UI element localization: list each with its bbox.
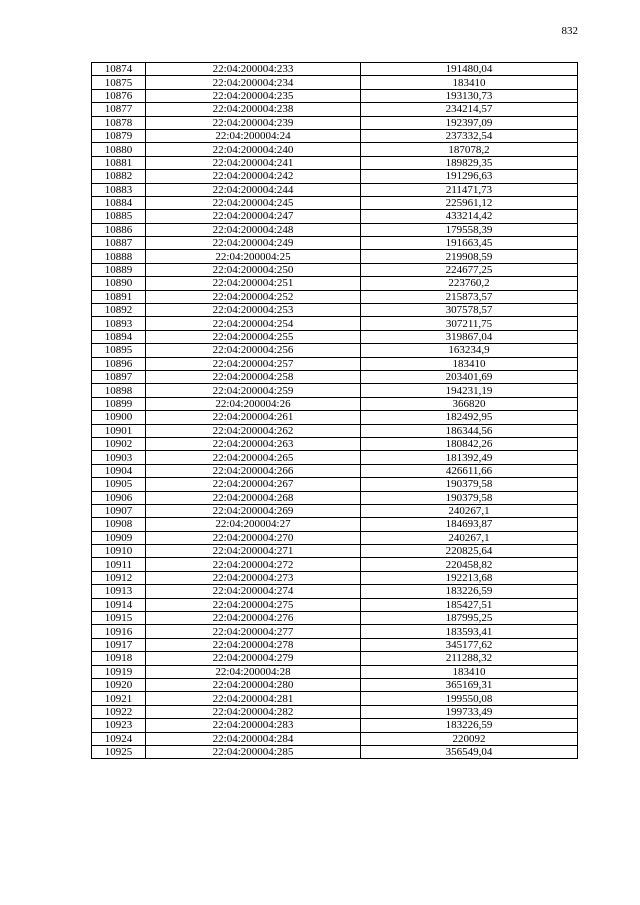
row-number-cell: 10901: [92, 424, 146, 437]
value-cell: 234214,57: [361, 103, 578, 116]
cadastral-number-cell: 22:04:200004:282: [146, 705, 361, 718]
cadastral-number-cell: 22:04:200004:273: [146, 571, 361, 584]
table-row: [92, 129, 578, 142]
cadastral-number-cell: 22:04:200004:277: [146, 625, 361, 638]
table-row: [92, 357, 578, 370]
cadastral-number-cell: 22:04:200004:262: [146, 424, 361, 437]
table-row: [92, 437, 578, 450]
row-number-cell: 10924: [92, 732, 146, 745]
value-cell: 183226,59: [361, 585, 578, 598]
cadastral-number-cell: 22:04:200004:241: [146, 156, 361, 169]
cadastral-table: [91, 62, 578, 759]
cadastral-number-cell: 22:04:200004:278: [146, 638, 361, 651]
table-row: [92, 196, 578, 209]
row-number-cell: 10920: [92, 678, 146, 691]
value-cell: 219908,59: [361, 250, 578, 263]
value-cell: 187995,25: [361, 612, 578, 625]
row-number-cell: 10882: [92, 170, 146, 183]
table-row: [92, 585, 578, 598]
table-row: [92, 424, 578, 437]
value-cell: 225961,12: [361, 196, 578, 209]
value-cell: 183410: [361, 665, 578, 678]
table-row: [92, 625, 578, 638]
table-row: [92, 504, 578, 517]
table-row: [92, 558, 578, 571]
row-number-cell: 10884: [92, 196, 146, 209]
cadastral-number-cell: 22:04:200004:245: [146, 196, 361, 209]
value-cell: 194231,19: [361, 384, 578, 397]
cadastral-number-cell: 22:04:200004:254: [146, 317, 361, 330]
cadastral-number-cell: 22:04:200004:268: [146, 491, 361, 504]
table-row: [92, 491, 578, 504]
table-row: [92, 545, 578, 558]
cadastral-number-cell: 22:04:200004:250: [146, 263, 361, 276]
table-row: [92, 89, 578, 102]
table-row: [92, 745, 578, 758]
cadastral-number-cell: 22:04:200004:26: [146, 397, 361, 410]
row-number-cell: 10900: [92, 411, 146, 424]
value-cell: 366820: [361, 397, 578, 410]
table-row: [92, 518, 578, 531]
cadastral-number-cell: 22:04:200004:248: [146, 223, 361, 236]
table-row: [92, 156, 578, 169]
cadastral-number-cell: 22:04:200004:274: [146, 585, 361, 598]
value-cell: 345177,62: [361, 638, 578, 651]
value-cell: 190379,58: [361, 491, 578, 504]
cadastral-number-cell: 22:04:200004:234: [146, 76, 361, 89]
value-cell: 365169,31: [361, 678, 578, 691]
row-number-cell: 10883: [92, 183, 146, 196]
table-row: [92, 223, 578, 236]
value-cell: 220092: [361, 732, 578, 745]
row-number-cell: 10877: [92, 103, 146, 116]
table-row: [92, 451, 578, 464]
table-row: [92, 63, 578, 76]
cadastral-number-cell: 22:04:200004:284: [146, 732, 361, 745]
row-number-cell: 10918: [92, 652, 146, 665]
value-cell: 183410: [361, 76, 578, 89]
row-number-cell: 10898: [92, 384, 146, 397]
cadastral-number-cell: 22:04:200004:240: [146, 143, 361, 156]
table-row: [92, 652, 578, 665]
table-row: [92, 263, 578, 276]
value-cell: 190379,58: [361, 478, 578, 491]
cadastral-number-cell: 22:04:200004:251: [146, 277, 361, 290]
cadastral-number-cell: 22:04:200004:27: [146, 518, 361, 531]
row-number-cell: 10905: [92, 478, 146, 491]
cadastral-number-cell: 22:04:200004:255: [146, 330, 361, 343]
cadastral-number-cell: 22:04:200004:253: [146, 304, 361, 317]
cadastral-number-cell: 22:04:200004:242: [146, 170, 361, 183]
table-row: [92, 665, 578, 678]
row-number-cell: 10886: [92, 223, 146, 236]
value-cell: 181392,49: [361, 451, 578, 464]
row-number-cell: 10899: [92, 397, 146, 410]
table-row: [92, 678, 578, 691]
cadastral-number-cell: 22:04:200004:235: [146, 89, 361, 102]
cadastral-number-cell: 22:04:200004:281: [146, 692, 361, 705]
value-cell: 203401,69: [361, 370, 578, 383]
table-row: [92, 116, 578, 129]
row-number-cell: 10897: [92, 370, 146, 383]
value-cell: 180842,26: [361, 437, 578, 450]
row-number-cell: 10881: [92, 156, 146, 169]
cadastral-number-cell: 22:04:200004:263: [146, 437, 361, 450]
row-number-cell: 10902: [92, 437, 146, 450]
value-cell: 193130,73: [361, 89, 578, 102]
value-cell: 307211,75: [361, 317, 578, 330]
row-number-cell: 10923: [92, 719, 146, 732]
row-number-cell: 10876: [92, 89, 146, 102]
table-row: [92, 304, 578, 317]
table-row: [92, 732, 578, 745]
table-row: [92, 638, 578, 651]
cadastral-number-cell: 22:04:200004:279: [146, 652, 361, 665]
row-number-cell: 10925: [92, 745, 146, 758]
table-row: [92, 277, 578, 290]
value-cell: 356549,04: [361, 745, 578, 758]
value-cell: 319867,04: [361, 330, 578, 343]
value-cell: 211471,73: [361, 183, 578, 196]
row-number-cell: 10894: [92, 330, 146, 343]
row-number-cell: 10916: [92, 625, 146, 638]
cadastral-number-cell: 22:04:200004:276: [146, 612, 361, 625]
cadastral-number-cell: 22:04:200004:275: [146, 598, 361, 611]
cadastral-number-cell: 22:04:200004:28: [146, 665, 361, 678]
value-cell: 189829,35: [361, 156, 578, 169]
row-number-cell: 10914: [92, 598, 146, 611]
table-row: [92, 370, 578, 383]
cadastral-number-cell: 22:04:200004:283: [146, 719, 361, 732]
table-row: [92, 290, 578, 303]
cadastral-number-cell: 22:04:200004:239: [146, 116, 361, 129]
cadastral-number-cell: 22:04:200004:259: [146, 384, 361, 397]
value-cell: 211288,32: [361, 652, 578, 665]
table-row: [92, 143, 578, 156]
cadastral-number-cell: 22:04:200004:25: [146, 250, 361, 263]
value-cell: 163234,9: [361, 344, 578, 357]
value-cell: 307578,57: [361, 304, 578, 317]
row-number-cell: 10874: [92, 63, 146, 76]
value-cell: 220825,64: [361, 545, 578, 558]
row-number-cell: 10910: [92, 545, 146, 558]
row-number-cell: 10906: [92, 491, 146, 504]
row-number-cell: 10904: [92, 464, 146, 477]
row-number-cell: 10879: [92, 129, 146, 142]
value-cell: 240267,1: [361, 504, 578, 517]
row-number-cell: 10891: [92, 290, 146, 303]
value-cell: 179558,39: [361, 223, 578, 236]
cadastral-number-cell: 22:04:200004:261: [146, 411, 361, 424]
cadastral-number-cell: 22:04:200004:280: [146, 678, 361, 691]
table-row: [92, 330, 578, 343]
value-cell: 220458,82: [361, 558, 578, 571]
table-row: [92, 705, 578, 718]
row-number-cell: 10888: [92, 250, 146, 263]
cadastral-number-cell: 22:04:200004:266: [146, 464, 361, 477]
cadastral-number-cell: 22:04:200004:270: [146, 531, 361, 544]
row-number-cell: 10878: [92, 116, 146, 129]
value-cell: 426611,66: [361, 464, 578, 477]
table-row: [92, 464, 578, 477]
table-row: [92, 384, 578, 397]
cadastral-number-cell: 22:04:200004:271: [146, 545, 361, 558]
value-cell: 199733,49: [361, 705, 578, 718]
row-number-cell: 10893: [92, 317, 146, 330]
row-number-cell: 10895: [92, 344, 146, 357]
cadastral-number-cell: 22:04:200004:244: [146, 183, 361, 196]
cadastral-number-cell: 22:04:200004:249: [146, 237, 361, 250]
row-number-cell: 10912: [92, 571, 146, 584]
cadastral-number-cell: 22:04:200004:265: [146, 451, 361, 464]
table-row: [92, 397, 578, 410]
table-row: [92, 478, 578, 491]
cadastral-number-cell: 22:04:200004:272: [146, 558, 361, 571]
value-cell: 183226,59: [361, 719, 578, 732]
row-number-cell: 10915: [92, 612, 146, 625]
value-cell: 183593,41: [361, 625, 578, 638]
table-row: [92, 210, 578, 223]
table-row: [92, 612, 578, 625]
row-number-cell: 10921: [92, 692, 146, 705]
cadastral-number-cell: 22:04:200004:256: [146, 344, 361, 357]
cadastral-number-cell: 22:04:200004:285: [146, 745, 361, 758]
table-row: [92, 103, 578, 116]
cadastral-number-cell: 22:04:200004:269: [146, 504, 361, 517]
table-row: [92, 250, 578, 263]
row-number-cell: 10889: [92, 263, 146, 276]
row-number-cell: 10908: [92, 518, 146, 531]
cadastral-number-cell: 22:04:200004:252: [146, 290, 361, 303]
value-cell: 237332,54: [361, 129, 578, 142]
value-cell: 186344,56: [361, 424, 578, 437]
value-cell: 183410: [361, 357, 578, 370]
row-number-cell: 10890: [92, 277, 146, 290]
table-row: [92, 237, 578, 250]
table-row: [92, 411, 578, 424]
table-row: [92, 571, 578, 584]
value-cell: 199550,08: [361, 692, 578, 705]
value-cell: 240267,1: [361, 531, 578, 544]
cadastral-number-cell: 22:04:200004:257: [146, 357, 361, 370]
value-cell: 191663,45: [361, 237, 578, 250]
row-number-cell: 10919: [92, 665, 146, 678]
value-cell: 215873,57: [361, 290, 578, 303]
value-cell: 192397,09: [361, 116, 578, 129]
value-cell: 191480,04: [361, 63, 578, 76]
row-number-cell: 10880: [92, 143, 146, 156]
page-number: 832: [561, 25, 578, 37]
table-row: [92, 317, 578, 330]
row-number-cell: 10887: [92, 237, 146, 250]
cadastral-number-cell: 22:04:200004:247: [146, 210, 361, 223]
cadastral-number-cell: 22:04:200004:258: [146, 370, 361, 383]
table-row: [92, 344, 578, 357]
value-cell: 223760,2: [361, 277, 578, 290]
row-number-cell: 10892: [92, 304, 146, 317]
value-cell: 191296,63: [361, 170, 578, 183]
table-row: [92, 170, 578, 183]
value-cell: 182492,95: [361, 411, 578, 424]
table-row: [92, 183, 578, 196]
cadastral-number-cell: 22:04:200004:238: [146, 103, 361, 116]
value-cell: 187078,2: [361, 143, 578, 156]
row-number-cell: 10922: [92, 705, 146, 718]
value-cell: 185427,51: [361, 598, 578, 611]
value-cell: 184693,87: [361, 518, 578, 531]
cadastral-number-cell: 22:04:200004:24: [146, 129, 361, 142]
value-cell: 433214,42: [361, 210, 578, 223]
table-row: [92, 76, 578, 89]
cadastral-number-cell: 22:04:200004:233: [146, 63, 361, 76]
row-number-cell: 10907: [92, 504, 146, 517]
row-number-cell: 10903: [92, 451, 146, 464]
value-cell: 224677,25: [361, 263, 578, 276]
row-number-cell: 10911: [92, 558, 146, 571]
row-number-cell: 10896: [92, 357, 146, 370]
table-row: [92, 719, 578, 732]
row-number-cell: 10875: [92, 76, 146, 89]
table-body: [92, 63, 578, 759]
table-row: [92, 531, 578, 544]
value-cell: 192213,68: [361, 571, 578, 584]
row-number-cell: 10909: [92, 531, 146, 544]
row-number-cell: 10913: [92, 585, 146, 598]
table-row: [92, 598, 578, 611]
row-number-cell: 10917: [92, 638, 146, 651]
table-row: [92, 692, 578, 705]
row-number-cell: 10885: [92, 210, 146, 223]
cadastral-number-cell: 22:04:200004:267: [146, 478, 361, 491]
